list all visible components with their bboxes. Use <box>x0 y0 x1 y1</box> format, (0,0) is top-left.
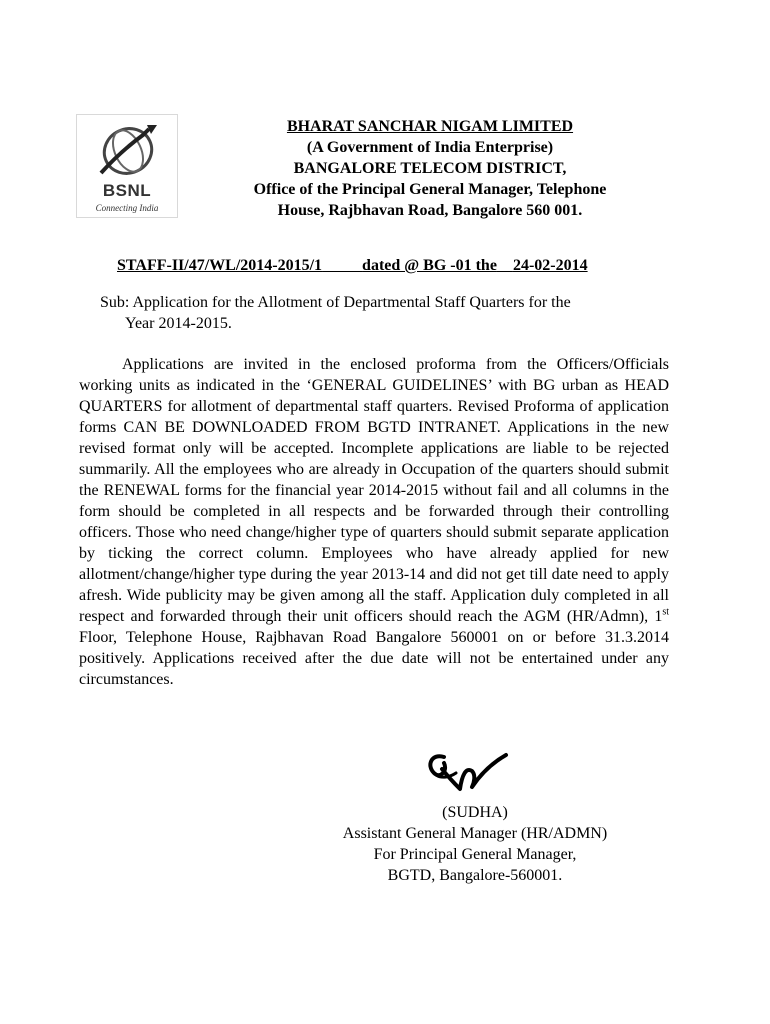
body-paragraph <box>79 354 669 690</box>
letterhead <box>200 116 660 221</box>
logo-tagline: Connecting India <box>95 203 159 213</box>
bsnl-globe-icon <box>91 121 165 183</box>
signatory-name: (SUDHA) <box>442 804 508 821</box>
office-address: House, Rajbhavan Road, Bangalore 560 001. <box>277 202 583 219</box>
signatory-for: For Principal General Manager, <box>373 846 577 863</box>
office-name: Office of the Principal General Manager, Telephone <box>253 181 607 198</box>
subject-line-1: Sub: Application for the Allotment of Departmental Staff Quarters for the <box>100 294 571 311</box>
body-text-1: Applications are invited in the enclosed proforma from the Officers/Officials working units as indicated in the ‘GENERAL GUIDELINES’ with BG urban as HEAD QUARTERS for allotment of departmental staff quarters. Revised Proforma of application forms CAN BE DOWNLOADED FROM BGTD INTRANET. Applications in the new revised format only will be accepted. Incomplete applications are liable to be rejected summarily. All the employees who are already in Occupation of the quarters should submit the RENEWAL forms for the financial year 2014-2015 without fail and all columns in the form should be completed in all respects and be forwarded through their controlling officers. Those who need change/higher type of quarters should submit separate application by ticking the correct column. Employees who have already applied for new allotment/change/higher type during the year 2013-14 and did not get till date need to apply afresh. Wide publicity may be given among all the staff. Application duly completed in all respect and forwarded through their unit officers should reach the AGM (HR/Admn), 1 <box>79 356 669 625</box>
subject-line-2: Year 2014-2015. <box>125 315 232 332</box>
body-text-2: Floor, Telephone House, Rajbhavan Road Bangalore 560001 on or before 31.3.2014 positively. Applications received after the due date will not be entertained under any circumstances. <box>79 629 669 688</box>
company-subtitle: (A Government of India Enterprise) <box>306 139 554 156</box>
body-superscript: st <box>662 606 669 618</box>
signatory-designation: Assistant General Manager (HR/ADMN) <box>342 825 608 842</box>
signatory-office: BGTD, Bangalore-560001. <box>387 867 563 884</box>
reference-number: STAFF-II/47/WL/2014-2015/1 <box>117 257 323 274</box>
logo-brand: BSNL <box>102 181 152 200</box>
subject <box>100 292 670 334</box>
bsnl-logo <box>76 114 178 218</box>
company-name: BHARAT SANCHAR NIGAM LIMITED <box>286 118 574 135</box>
signatory-block <box>310 802 640 886</box>
district-name: BANGALORE TELECOM DISTRICT, <box>293 160 567 177</box>
signature <box>422 745 512 802</box>
reference-dated: dated @ BG -01 the <box>362 257 497 274</box>
reference-date: 24-02-2014 <box>512 257 588 274</box>
reference-line <box>117 257 677 275</box>
